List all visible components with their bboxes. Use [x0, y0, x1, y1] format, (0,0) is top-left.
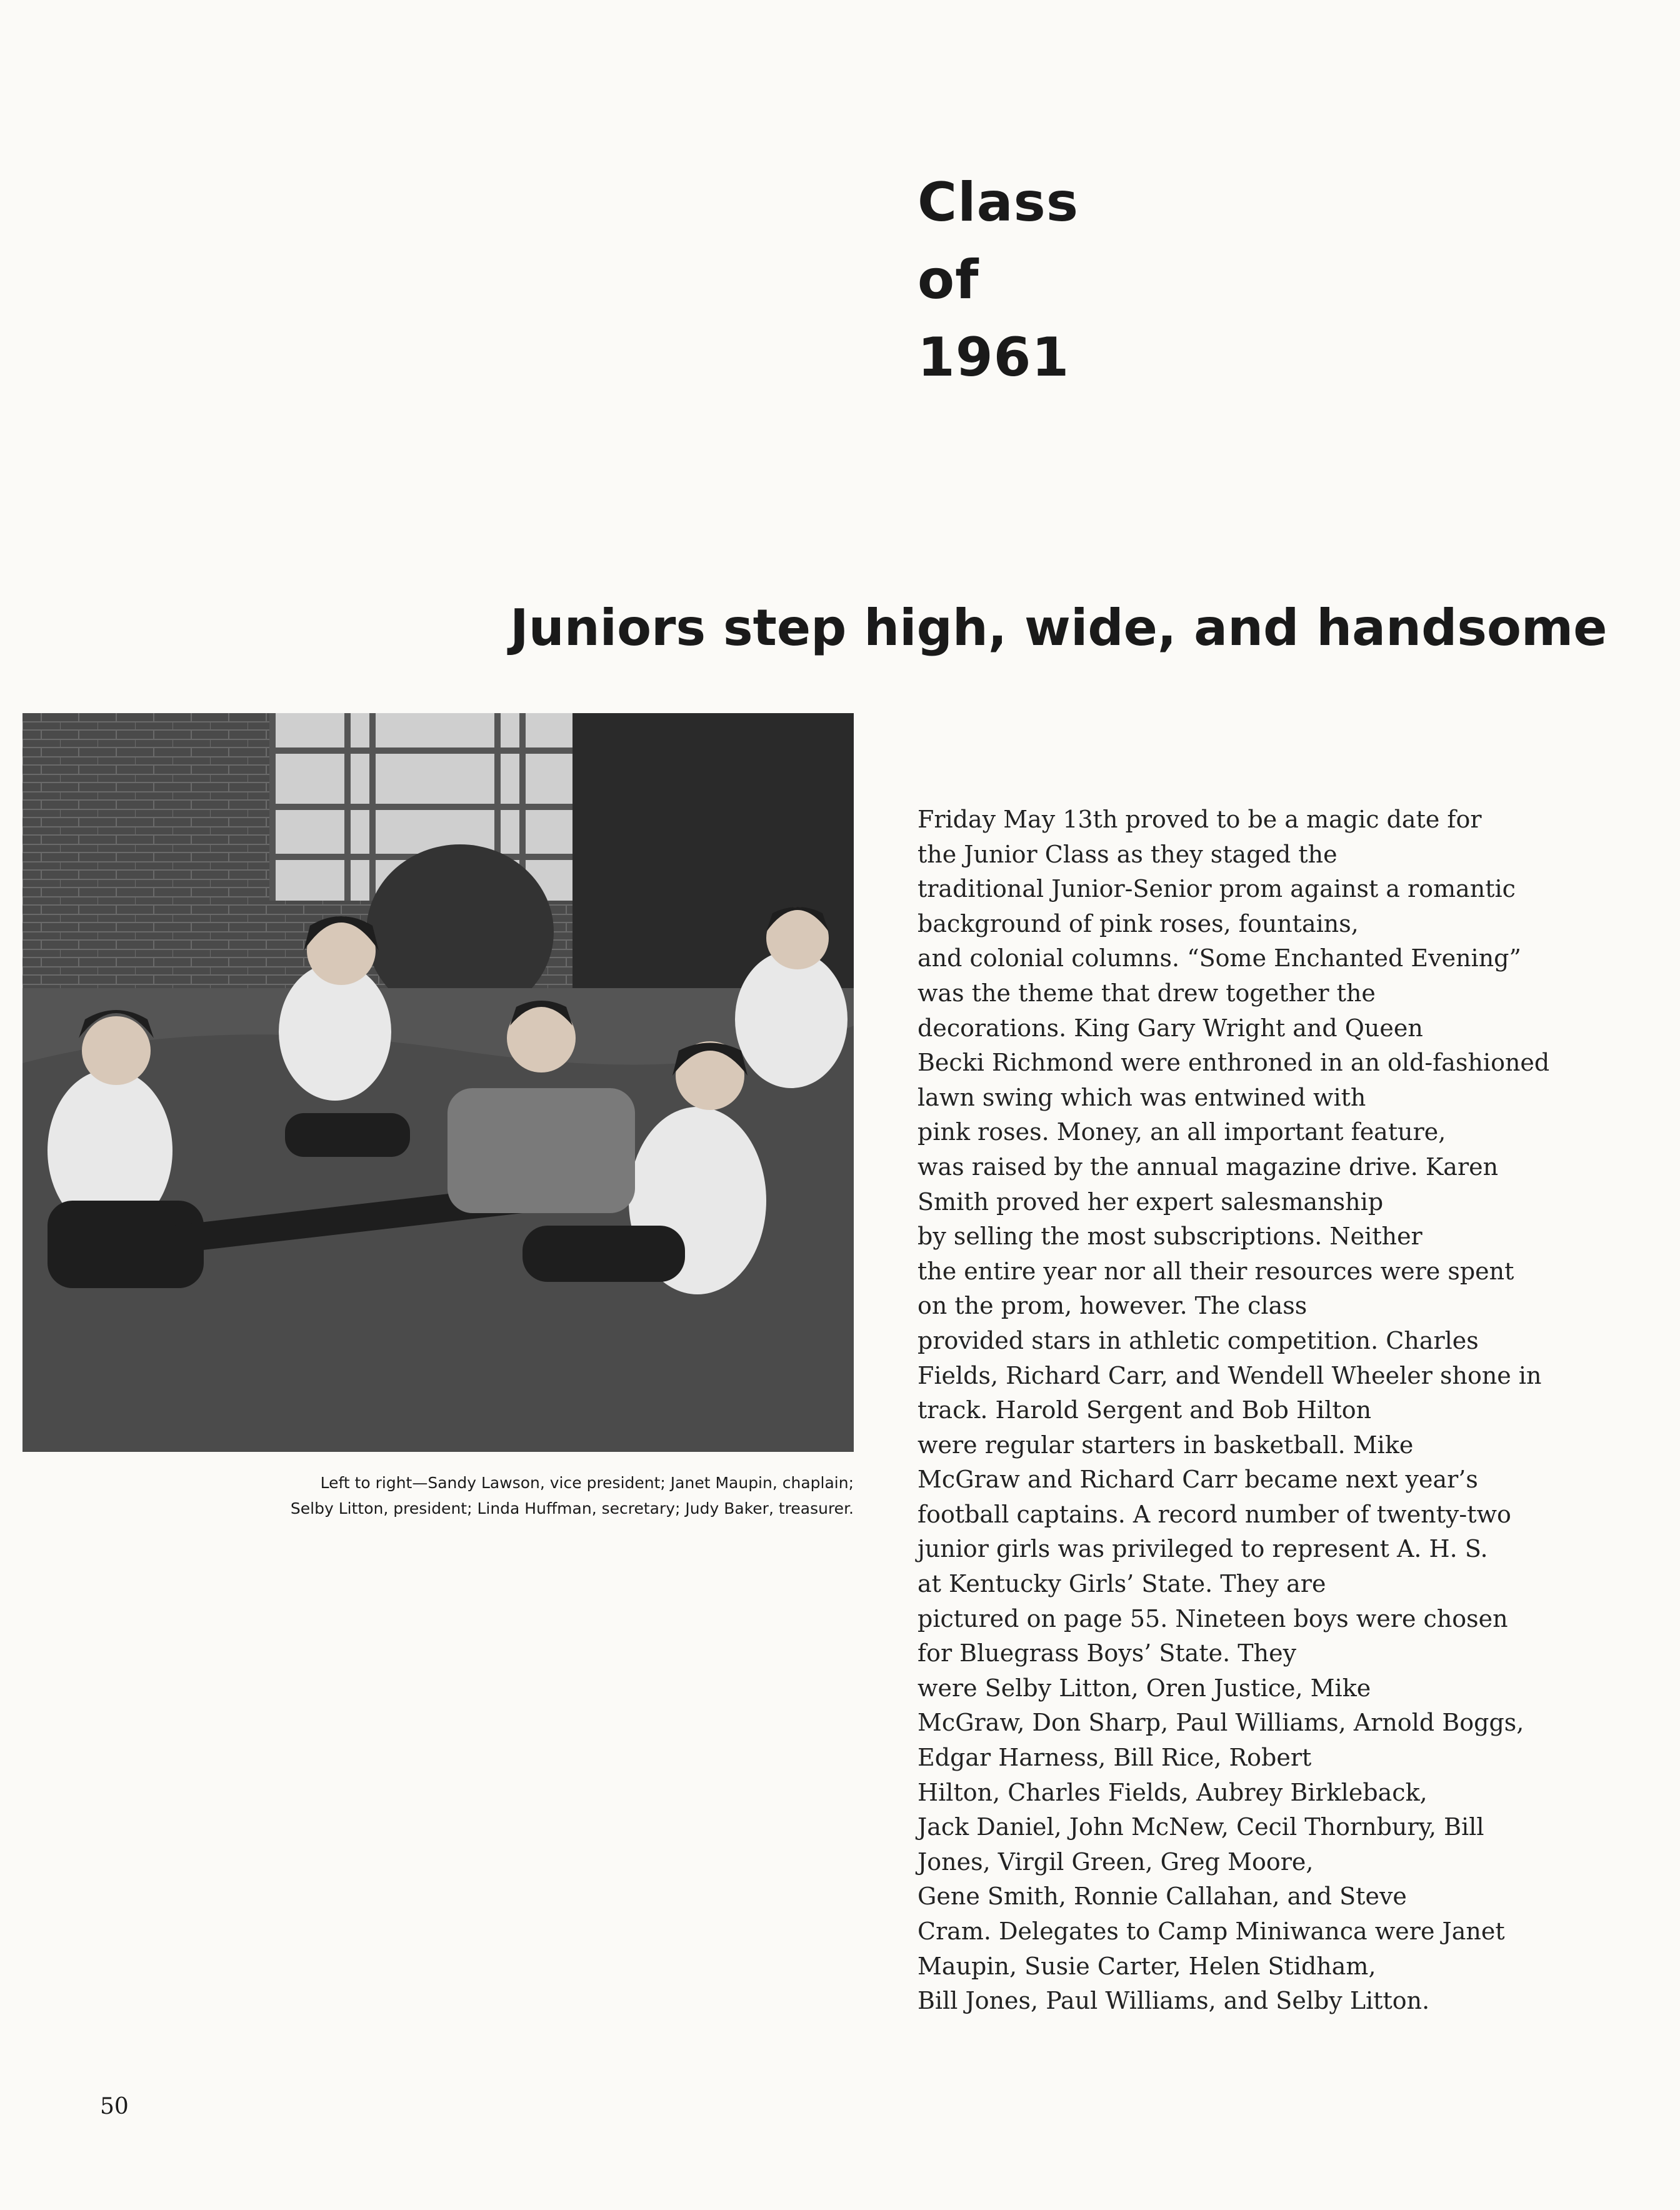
body-line: Gene Smith, Ronnie Callahan, and Steve	[918, 1882, 1407, 1911]
body-line: Fields, Richard Carr, and Wendell Wheeler shone in	[918, 1361, 1542, 1389]
body-line: Smith proved her expert salesmanship	[918, 1188, 1384, 1216]
body-line: Becki Richmond were enthroned in an old-fashioned	[918, 1049, 1550, 1077]
headline: Juniors step high, wide, and handsome	[510, 599, 1608, 657]
body-line: Hilton, Charles Fields, Aubrey Birkleback,	[918, 1778, 1428, 1806]
body-line: the entire year nor all their resources were spent	[918, 1257, 1514, 1285]
body-line: pink roses. Money, an all important feature,	[918, 1118, 1446, 1146]
body-line: Maupin, Susie Carter, Helen Stidham,	[918, 1952, 1376, 1980]
body-line: for Bluegrass Boys’ State. They	[918, 1639, 1297, 1668]
body-line: on the prom, however. The class	[918, 1292, 1308, 1320]
body-line: Friday May 13th proved to be a magic date for	[918, 806, 1482, 833]
body-line: pictured on page 55. Nineteen boys were chosen	[918, 1604, 1508, 1632]
body-line: the Junior Class as they staged the	[918, 840, 1338, 868]
body-line: lawn swing which was entwined with	[918, 1083, 1366, 1111]
section-title	[918, 164, 1079, 396]
title-line: Class	[918, 171, 1079, 234]
body-line: traditional Junior-Senior prom against a romantic	[918, 875, 1516, 903]
body-line: decorations. King Gary Wright and Queen	[918, 1014, 1423, 1042]
class-officers-photo	[22, 713, 854, 1452]
body-line: were regular starters in basketball. Mike	[918, 1431, 1414, 1459]
photo-caption	[188, 1470, 854, 1521]
body-line: McGraw, Don Sharp, Paul Williams, Arnold Boggs,	[918, 1709, 1524, 1737]
body-line: Bill Jones, Paul Williams, and Selby Litton.	[918, 1987, 1430, 2015]
body-line: at Kentucky Girls’ State. They are	[918, 1570, 1326, 1598]
body-line: Jones, Virgil Green, Greg Moore,	[918, 1848, 1314, 1876]
body-text	[918, 802, 1549, 2019]
body-line: background of pink roses, fountains,	[918, 909, 1359, 938]
body-line: were Selby Litton, Oren Justice, Mike	[918, 1674, 1371, 1702]
body-line: Edgar Harness, Bill Rice, Robert	[918, 1744, 1312, 1772]
body-line: by selling the most subscriptions. Neither	[918, 1222, 1422, 1251]
body-line: Cram. Delegates to Camp Miniwanca were Janet	[918, 1918, 1505, 1945]
body-line: track. Harold Sergent and Bob Hilton	[918, 1396, 1372, 1424]
body-line: was the theme that drew together the	[918, 979, 1376, 1007]
body-line: Jack Daniel, John McNew, Cecil Thornbury, Bill	[918, 1813, 1484, 1841]
body-line: McGraw and Richard Carr became next year’s	[918, 1466, 1478, 1494]
body-line: football captains. A record number of twenty-two	[918, 1500, 1511, 1528]
body-line: and colonial columns. “Some Enchanted Evening”	[918, 944, 1521, 972]
page-number: 50	[100, 2094, 129, 2119]
caption-line: Left to right—Sandy Lawson, vice president; Janet Maupin, chaplain;	[320, 1474, 854, 1492]
title-line: of	[918, 249, 979, 311]
caption-line: Selby Litton, president; Linda Huffman, secretary; Judy Baker, treasurer.	[290, 1499, 854, 1518]
body-line: junior girls was privileged to represent A. H. S.	[918, 1535, 1488, 1563]
title-line: 1961	[918, 326, 1070, 389]
body-line: provided stars in athletic competition. Charles	[918, 1326, 1479, 1354]
body-line: was raised by the annual magazine drive. Karen	[918, 1152, 1499, 1181]
